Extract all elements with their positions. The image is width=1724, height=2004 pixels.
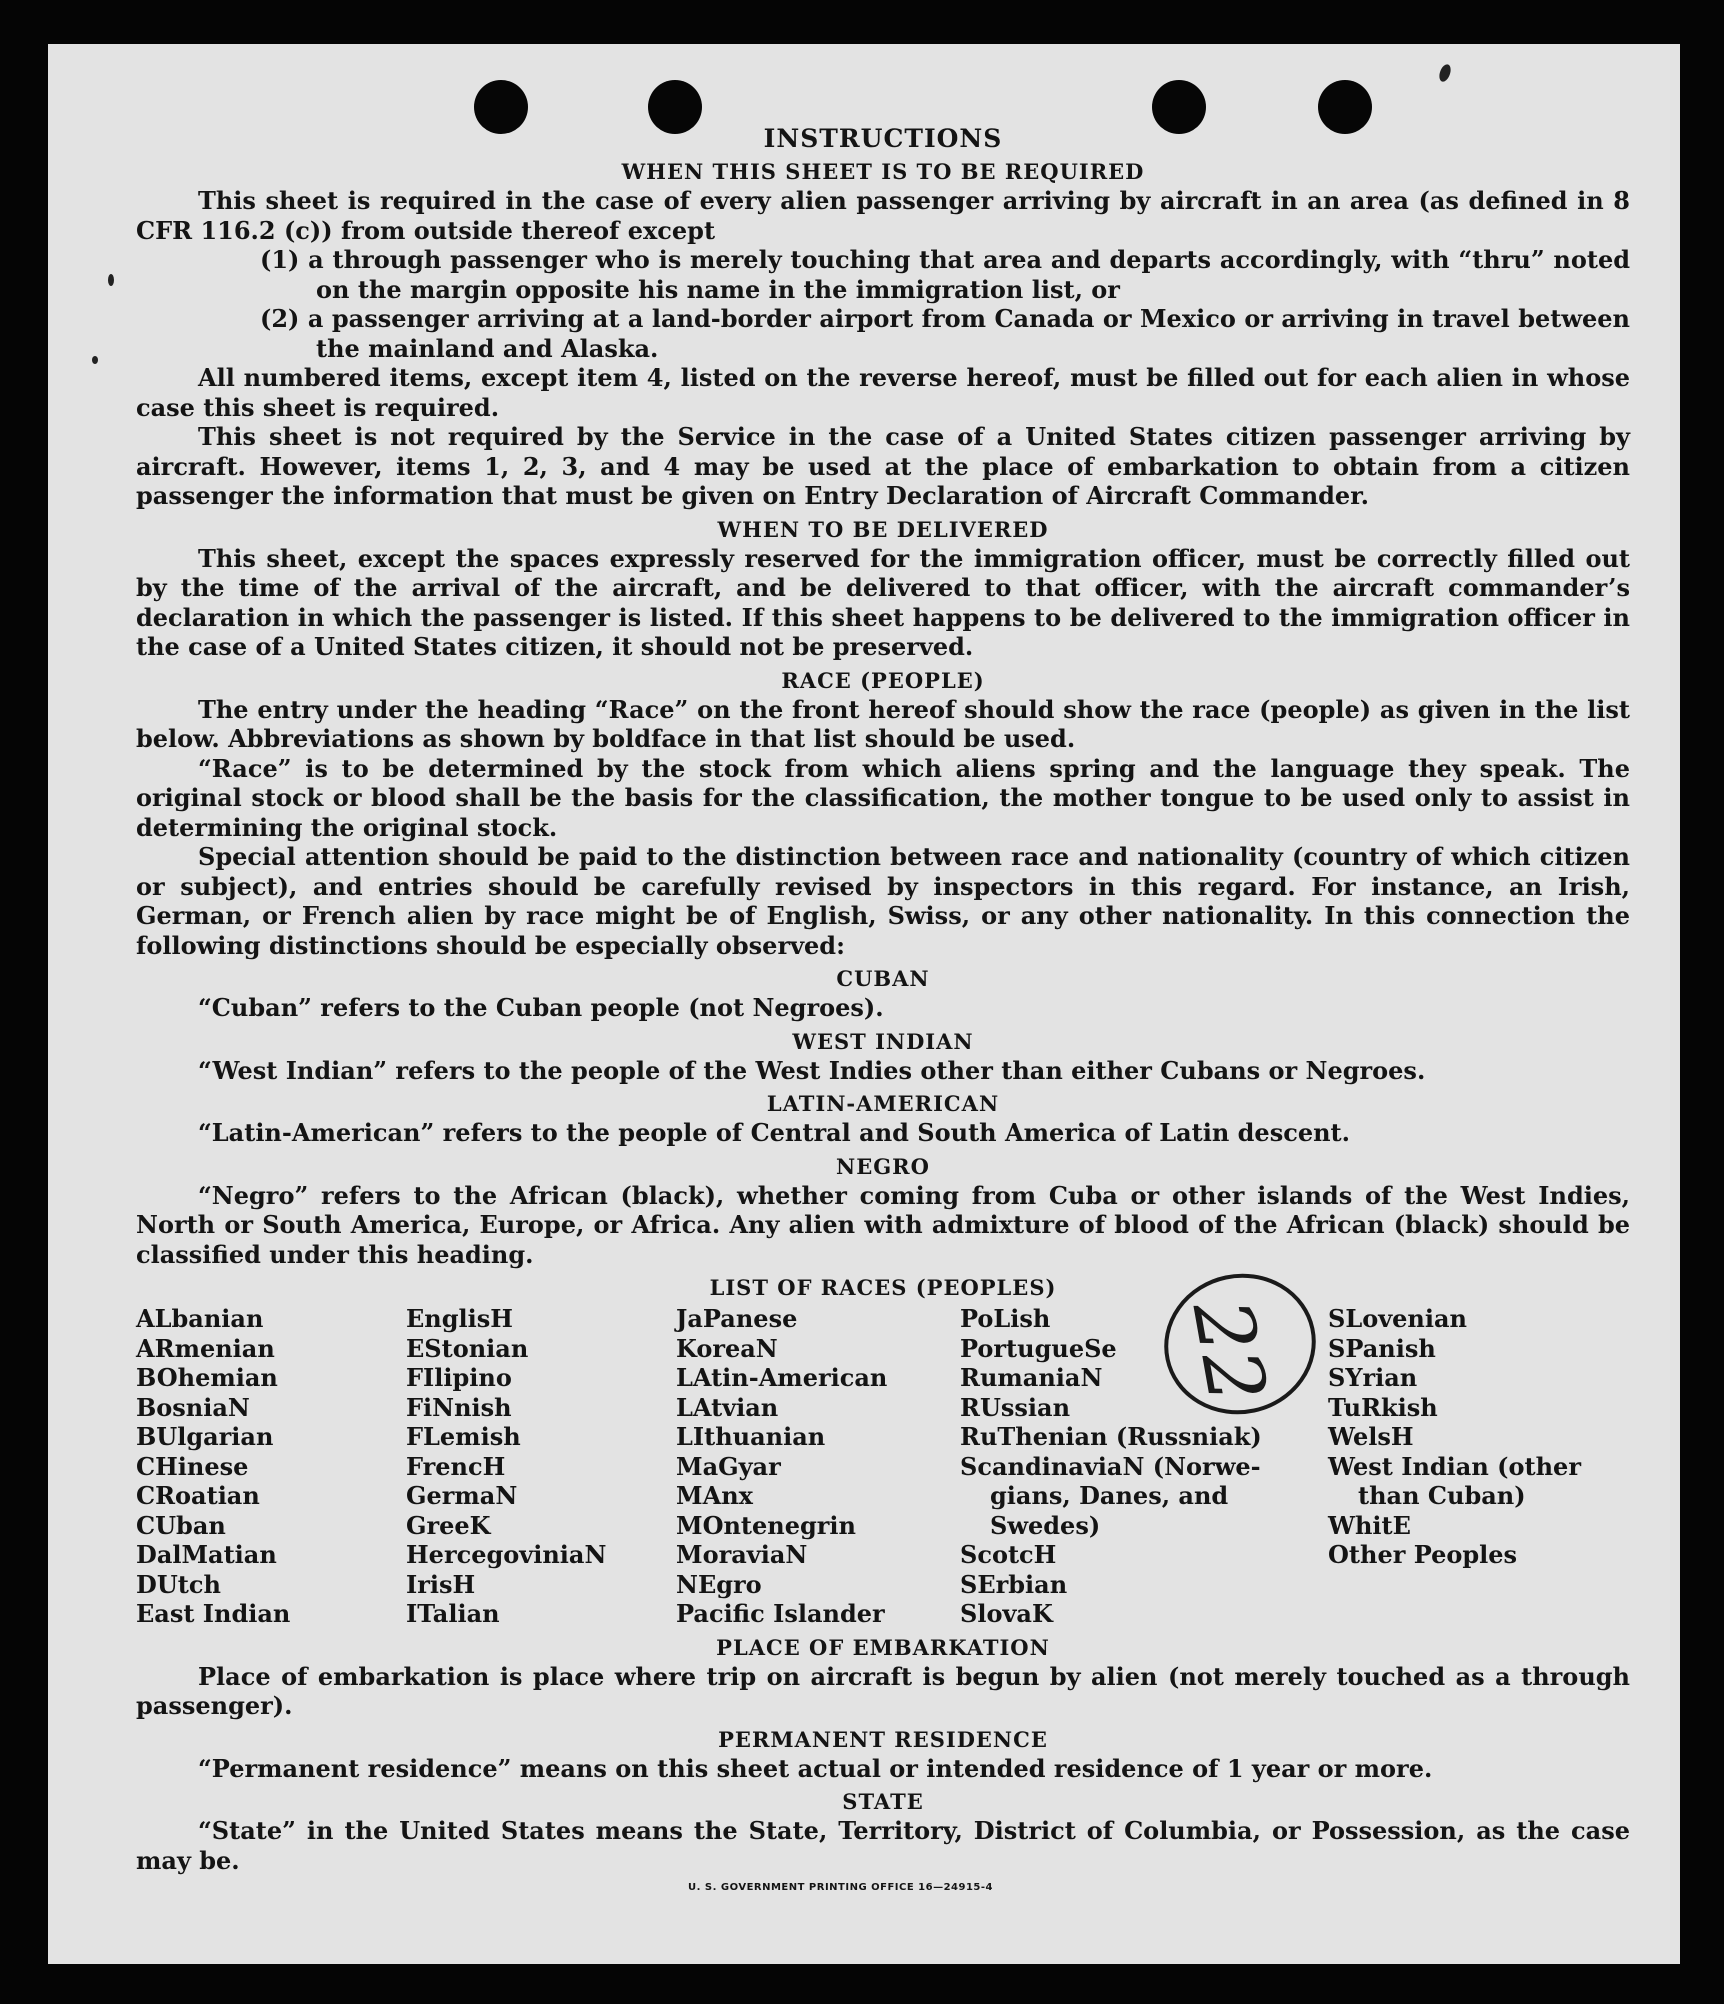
- race-item: IrisH: [406, 1569, 476, 1599]
- race-column: [676, 1304, 960, 1629]
- race-item: ScotcH: [960, 1540, 1057, 1569]
- paragraph: “Negro” refers to the African (black), whether coming from Cuba or other islands of the West Indies, North or South America, Europe, or Africa. Any alien with admixture of blood of the African (black) should be classified under this heading.: [136, 1180, 1630, 1269]
- page-title: INSTRUCTIONS: [763, 124, 1003, 153]
- race-item: WhitE: [1328, 1510, 1411, 1540]
- race-item: FrencH: [406, 1451, 506, 1481]
- race-item: HercegoviniaN: [406, 1540, 607, 1569]
- race-item: RuThenian (Russniak): [960, 1422, 1262, 1451]
- race-item: LAtin-American: [676, 1363, 888, 1392]
- section-heading: STATE: [842, 1789, 924, 1814]
- section-heading: WHEN THIS SHEET IS TO BE REQUIRED: [621, 159, 1145, 184]
- ink-speck: [1437, 63, 1453, 83]
- race-column: [136, 1304, 406, 1629]
- paragraph: “Permanent residence” means on this sheet actual or intended residence of 1 year or more.: [198, 1753, 1433, 1783]
- section-heading: LATIN-AMERICAN: [766, 1091, 1000, 1116]
- race-item: CRoatian: [136, 1481, 260, 1510]
- race-item: GermaN: [406, 1481, 518, 1510]
- paragraph: “West Indian” refers to the people of the West Indies other than either Cubans or Negroes.: [198, 1055, 1426, 1085]
- handwritten-number-circle: [1152, 1260, 1332, 1420]
- race-item: SLovenian: [1328, 1304, 1467, 1333]
- race-item: CHinese: [136, 1451, 249, 1481]
- race-item: PoLish: [960, 1304, 1051, 1333]
- race-item: TuRkish: [1328, 1392, 1438, 1422]
- race-item: MOntenegrin: [676, 1510, 856, 1540]
- race-item: Pacific Islander: [676, 1599, 885, 1628]
- paragraph: This sheet is required in the case of every alien passenger arriving by aircraft in an area (as defined in 8 CFR 116.2 (c)) from outside thereof except: [136, 186, 1630, 245]
- section-heading: PERMANENT RESIDENCE: [718, 1726, 1048, 1752]
- paragraph: “Cuban” refers to the Cuban people (not Negroes).: [198, 993, 884, 1022]
- race-item: GreeK: [406, 1510, 491, 1540]
- race-item: FIlipino: [406, 1363, 512, 1392]
- race-item: gians, Danes, and: [990, 1481, 1229, 1510]
- race-item: PortugueSe: [960, 1333, 1117, 1363]
- race-column: [406, 1304, 676, 1629]
- section-heading: RACE (PEOPLE): [781, 667, 985, 693]
- ink-speck: [108, 274, 114, 286]
- numbered-item: (2) a passenger arriving at a land-border airport from Canada or Mexico or arriving in travel between the mainland and Alaska.: [260, 304, 1630, 363]
- race-item: FLemish: [406, 1422, 521, 1451]
- paragraph: All numbered items, except item 4, listed on the reverse hereof, must be filled out for each alien in whose case this sheet is required.: [136, 363, 1630, 422]
- race-item: West Indian (other: [1328, 1451, 1581, 1481]
- paragraph: This sheet is not required by the Service in the case of a United States citizen passenger arriving by aircraft. However, items 1, 2, 3, and 4 may be used at the place of embarkation to obtain from a citizen passenger the information that must be given on Entry Declaration of Aircraft Commander.: [136, 422, 1630, 510]
- race-item: RUssian: [960, 1392, 1071, 1422]
- race-item: East Indian: [136, 1599, 291, 1628]
- paragraph: Place of embarkation is place where trip on aircraft is begun by alien (not merely touched as a through passenger).: [136, 1661, 1630, 1720]
- race-item: BosniaN: [136, 1392, 250, 1422]
- race-item: NEgro: [676, 1569, 762, 1599]
- numbered-item: (1) a through passenger who is merely touching that area and departs accordingly, with “thru” noted on the margin opposite his name in the immigration list, or: [260, 245, 1630, 304]
- race-item: FiNnish: [406, 1392, 512, 1422]
- paragraph: “Race” is to be determined by the stock from which aliens spring and the language they speak. The original stock or blood shall be the basis for the classification, the mother tongue to be used only to assist in determining the original stock.: [136, 753, 1630, 842]
- instructions-body: [136, 124, 1630, 1875]
- paragraph: Special attention should be paid to the distinction between race and nationality (country of which citizen or subject), and entries should be carefully revised by inspectors in this regard. For instance, an Irish, German, or French alien by race might be of English, Swiss, or any other nationality. In this connection the following distinctions should be especially observed:: [136, 842, 1630, 960]
- paragraph: The entry under the heading “Race” on the front hereof should show the race (people) as given in the list below. Abbreviations as shown by boldface in that list should be used.: [136, 694, 1630, 753]
- race-item: SErbian: [960, 1569, 1068, 1599]
- race-item: MAnx: [676, 1481, 753, 1510]
- race-item: DalMatian: [136, 1540, 277, 1569]
- race-item: EnglisH: [406, 1304, 513, 1333]
- race-item: BUlgarian: [136, 1422, 274, 1451]
- race-item: Swedes): [990, 1510, 1101, 1540]
- race-column: [1328, 1304, 1630, 1629]
- document-page: [48, 44, 1680, 1964]
- section-heading: WEST INDIAN: [792, 1028, 974, 1054]
- race-item: RumaniaN: [960, 1363, 1103, 1392]
- section-heading: NEGRO: [836, 1153, 930, 1179]
- race-item: ITalian: [406, 1599, 500, 1628]
- race-item: than Cuban): [1358, 1481, 1526, 1510]
- race-item: SPanish: [1328, 1333, 1436, 1363]
- race-list: [136, 1304, 1630, 1629]
- race-item: ALbanian: [136, 1304, 264, 1333]
- race-item: KoreaN: [676, 1333, 778, 1363]
- paragraph: “State” in the United States means the State, Territory, District of Columbia, or Possession, as the case may be.: [136, 1816, 1630, 1875]
- race-item: SYrian: [1328, 1363, 1418, 1392]
- race-item: ARmenian: [136, 1333, 275, 1363]
- race-item: DUtch: [136, 1569, 221, 1599]
- race-item: SlovaK: [960, 1599, 1053, 1628]
- race-item: LIthuanian: [676, 1422, 826, 1451]
- race-item: MaGyar: [676, 1451, 781, 1481]
- paragraph: “Latin-American” refers to the people of Central and South America of Latin descent.: [198, 1118, 1350, 1147]
- paragraph: This sheet, except the spaces expressly reserved for the immigration officer, must be correctly filled out by the time of the arrival of the aircraft, and be delivered to that officer, with the aircraft commander’s declaration in which the passenger is listed. If this sheet happens to be delivered to the immigration officer in the case of a United States citizen, it should not be preserved.: [136, 543, 1630, 661]
- section-heading: CUBAN: [836, 966, 930, 991]
- race-item: JaPanese: [676, 1304, 798, 1333]
- race-item: BOhemian: [136, 1363, 278, 1392]
- race-item: MoraviaN: [676, 1540, 808, 1569]
- handwritten-number: 22: [1174, 1293, 1285, 1410]
- race-item: LAtvian: [676, 1392, 779, 1422]
- section-heading: WHEN TO BE DELIVERED: [717, 516, 1049, 542]
- race-item: EStonian: [406, 1333, 529, 1363]
- ink-speck: [92, 356, 98, 364]
- race-item: Other Peoples: [1328, 1540, 1518, 1569]
- printer-imprint: U. S. GOVERNMENT PRINTING OFFICE 16—24915-4: [688, 1882, 993, 1893]
- race-item: WelsH: [1328, 1422, 1414, 1451]
- race-item: CUban: [136, 1510, 226, 1540]
- race-item: ScandinaviaN (Norwe-: [960, 1451, 1261, 1481]
- section-heading: LIST OF RACES (PEOPLES): [709, 1275, 1057, 1300]
- section-heading: PLACE OF EMBARKATION: [716, 1634, 1050, 1660]
